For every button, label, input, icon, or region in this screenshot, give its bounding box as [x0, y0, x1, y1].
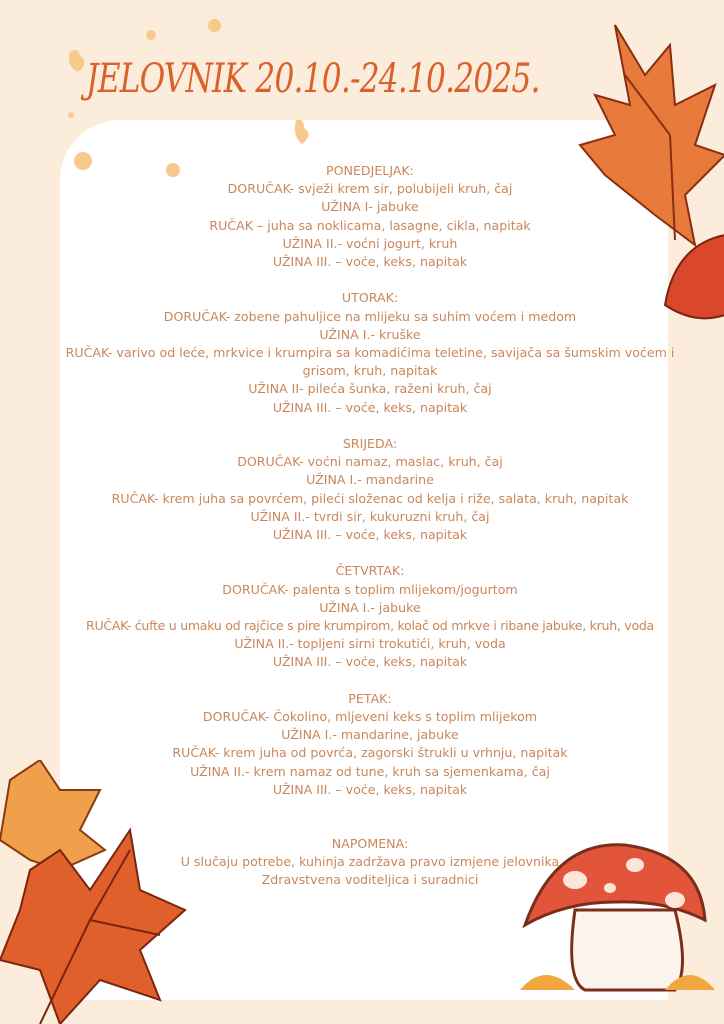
- meal-line: UŽINA I- jabuke: [321, 199, 419, 215]
- meal-line: UŽINA II.- voćni jogurt, kruh: [282, 235, 458, 251]
- maple-leaf-icon: [575, 15, 724, 345]
- meal-line: RUČAK – juha sa noklicama, lasagne, cikla, napitak: [209, 217, 531, 233]
- maple-leaf-icon: [0, 760, 190, 1024]
- day-name: PONEDJELJAK:: [326, 163, 414, 178]
- note-heading: NAPOMENA:: [331, 836, 409, 852]
- meal-line: RUČAK- krem juha sa povrćem, pileći složenac od kelja i riže, salata, kruh, napitak: [111, 490, 629, 506]
- meal-line: RUČAK- ćufte u umaku od rajčice s pire krumpirom, kolač od mrkve i ribane jabuke, kruh, voda: [86, 618, 654, 634]
- day-name: PETAK:: [348, 690, 392, 706]
- dot: [208, 19, 221, 32]
- meal-line: UŽINA I.- kruške: [319, 326, 421, 342]
- meal-line: UŽINA I.- mandarine, jabuke: [281, 727, 459, 743]
- dot: [68, 112, 74, 118]
- meal-line: DORUČAK- palenta s toplim mlijekom/jogurtom: [222, 581, 518, 597]
- day-name: UTORAK:: [341, 290, 399, 306]
- heart-icon: [290, 118, 314, 146]
- meal-line: UŽINA I.- mandarine: [306, 472, 434, 488]
- day-name: SRIJEDA:: [342, 436, 398, 452]
- meal-line: UŽINA II.- tvrdi sir, kukuruzni kruh, čaj: [250, 508, 490, 524]
- day-thursday: [60, 562, 680, 671]
- meal-line: UŽINA III. – voće, keks, napitak: [272, 399, 468, 415]
- meal-line: UŽINA III. – voće, keks, napitak: [272, 781, 468, 797]
- meal-line: UŽINA II.- krem namaz od tune, kruh sa sjemenkama, čaj: [190, 763, 550, 779]
- meal-line: UŽINA III. – voće, keks, napitak: [272, 527, 468, 543]
- day-name: ČETVRTAK:: [335, 563, 405, 579]
- meal-line: UŽINA II- pileća šunka, raženi kruh, čaj: [248, 381, 492, 397]
- meal-line: UŽINA III. – voće, keks, napitak: [272, 254, 468, 270]
- meal-line: DORUČAK- svježi krem sir, polubijeli kruh, čaj: [227, 181, 513, 197]
- mushroom-icon: [515, 830, 720, 1000]
- page-title: JELOVNIK 20.10.-24.10.2025.: [86, 56, 540, 102]
- meal-line: RUČAK- krem juha od povrća, zagorski štrukli u vrhnju, napitak: [172, 745, 568, 761]
- meal-line: DORUČAK- zobene pahuljice na mlijeku sa suhim voćem i medom: [163, 308, 577, 324]
- meal-line: DORUČAK- voćni namaz, maslac, kruh, čaj: [237, 454, 503, 470]
- meal-line: DORUČAK- Čokolino, mljeveni keks s toplim mlijekom: [202, 709, 538, 725]
- note-line: Zdravstvena voditeljica i suradnici: [261, 872, 479, 888]
- meal-line: UŽINA III. – voće, keks, napitak: [272, 654, 468, 670]
- meal-line: UŽINA I.- jabuke: [319, 599, 421, 615]
- day-wednesday: [60, 435, 680, 544]
- note-line: U slučaju potrebe, kuhinja zadržava pravo izmjene jelovnika: [180, 854, 560, 870]
- meal-line: RUČAK- varivo od leće, mrkvice i krumpira sa komadićima teletine, savijača sa šumskim voćem i grisom, kruh, napitak: [65, 345, 675, 379]
- dot: [146, 30, 156, 40]
- meal-line: UŽINA II.- topljeni sirni trokutići, kruh, voda: [234, 636, 506, 652]
